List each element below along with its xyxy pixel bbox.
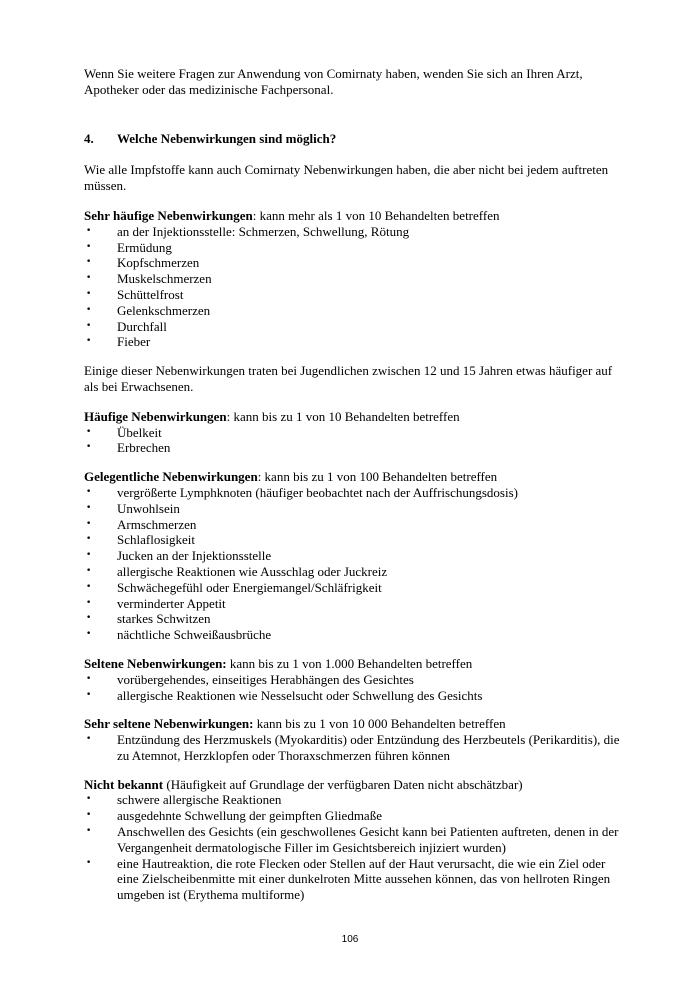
section-heading [84,131,620,147]
section-head [84,208,620,224]
bullet-list [84,792,620,903]
lead-paragraph: Wie alle Impfstoffe kann auch Comirnaty Nebenwirkungen haben, die aber nicht bei jedem auftreten müssen. [84,162,609,194]
list-item [84,611,620,627]
list-item [84,517,620,533]
frequency-label: Nicht bekannt [84,776,164,792]
section-very-rare [84,716,620,763]
list-item [84,824,620,856]
frequency-label: Häufige Nebenwirkungen [84,408,227,424]
list-item-text: Erbrechen [117,440,171,456]
bullet-icon: • [86,273,92,284]
section-unknown [84,777,620,903]
intro-paragraph: Wenn Sie weitere Fragen zur Anwendung von Comirnaty haben, wenden Sie sich an Ihren Arzt, Apotheker oder das medizinische Fachpersonal. [84,66,583,97]
list-item [84,303,620,319]
bullet-icon: • [86,257,92,268]
list-item-text: verminderter Appetit [117,595,226,611]
list-item-text: schwere allergische Reaktionen [117,792,282,808]
bullet-icon: • [86,225,92,236]
frequency-description: : kann mehr als 1 von 10 Behandelten betreffen [252,207,500,223]
frequency-description: kann bis zu 1 von 10 000 Behandelten betreffen [253,716,506,732]
bullet-icon: • [86,597,92,608]
list-item [84,580,620,596]
section-very-common [84,208,620,350]
frequency-description: kann bis zu 1 von 1.000 Behandelten betreffen [226,655,473,671]
section-head [84,656,620,672]
bullet-icon: • [86,241,92,252]
frequency-description: : kann bis zu 1 von 100 Behandelten betreffen [257,469,498,485]
section-uncommon [84,469,620,643]
list-item [84,688,620,704]
list-item-text: allergische Reaktionen wie Ausschlag oder Juckreiz [117,563,388,579]
list-item [84,425,620,441]
list-item [84,627,620,643]
list-item-text: Unwohlsein [117,500,180,516]
list-item-text: allergische Reaktionen wie Nesselsucht oder Schwellung des Gesichts [117,687,483,703]
list-item [84,596,620,612]
bullet-icon: • [86,629,92,640]
bullet-icon: • [86,734,92,745]
list-item [84,224,620,240]
list-item-text: Schwächegefühl oder Energiemangel/Schläfrigkeit [117,579,382,595]
list-item [84,255,620,271]
list-item [84,240,620,256]
list-item-text: Armschmerzen [117,516,197,532]
page-number: 106 [341,934,359,945]
bullet-icon: • [86,426,92,437]
list-item-text: Anschwellen des Gesichts (ein geschwollenes Gesicht kann bei Patienten auftreten, denen in der Vergangenheit dermatologische Filler im Gesichtsbereich injiziert wurden) [117,824,619,855]
list-item-text: Muskelschmerzen [117,271,212,287]
frequency-label: Seltene Nebenwirkungen: [84,655,227,671]
section-number: 4. [84,130,94,146]
bullet-list [84,224,620,350]
bullet-icon: • [86,288,92,299]
frequency-label: Sehr häufige Nebenwirkungen [84,207,253,223]
section-common [84,409,620,456]
list-item-text: Schlaflosigkeit [117,532,195,548]
list-item-text: Gelenkschmerzen [117,302,211,318]
list-item [84,485,620,501]
bullet-icon: • [86,518,92,529]
list-item-text: Kopfschmerzen [117,255,200,271]
section-head [84,716,620,732]
list-item [84,672,620,688]
bullet-icon: • [86,565,92,576]
frequency-label: Sehr seltene Nebenwirkungen: [84,716,254,732]
bullet-icon: • [86,810,92,821]
list-item [84,271,620,287]
list-item [84,808,620,824]
bullet-icon: • [86,550,92,561]
adolescents-note: Einige dieser Nebenwirkungen traten bei Jugendlichen zwischen 12 und 15 Jahren etwas häufiger auf als bei Erwachsenen. [84,363,613,394]
bullet-icon: • [86,613,92,624]
list-item [84,334,620,350]
list-item-text: Ermüdung [117,239,172,255]
bullet-icon: • [86,304,92,315]
bullet-icon: • [86,857,92,868]
frequency-description: : kann bis zu 1 von 10 Behandelten betreffen [226,408,460,424]
list-item [84,440,620,456]
bullet-icon: • [86,581,92,592]
section-title: Welche Nebenwirkungen sind möglich? [117,130,337,146]
bullet-icon: • [86,442,92,453]
list-item [84,548,620,564]
list-item-text: an der Injektionsstelle: Schmerzen, Schwellung, Rötung [117,223,410,239]
list-item [84,287,620,303]
list-item-text: nächtliche Schweißausbrüche [117,627,272,643]
list-item-text: Durchfall [117,318,167,334]
list-item [84,501,620,517]
bullet-icon: • [86,794,92,805]
section-head [84,777,620,793]
bullet-list [84,485,620,643]
list-item-text: Jucken an der Injektionsstelle [117,548,272,564]
list-item [84,564,620,580]
list-item [84,732,620,764]
section-head [84,409,620,425]
bullet-icon: • [86,534,92,545]
bullet-icon: • [86,826,92,837]
bullet-icon: • [86,486,92,497]
list-item-text: vergrößerte Lymphknoten (häufiger beobachtet nach der Auffrischungsdosis) [117,484,518,500]
bullet-icon: • [86,502,92,513]
list-item-text: vorübergehendes, einseitiges Herabhängen des Gesichtes [117,671,414,687]
bullet-list [84,732,620,764]
section-head [84,469,620,485]
list-item [84,319,620,335]
list-item-text: Übelkeit [117,424,162,440]
frequency-description: (Häufigkeit auf Grundlage der verfügbaren Daten nicht abschätzbar) [163,776,523,792]
bullet-icon: • [86,336,92,347]
list-item-text: Fieber [117,334,151,350]
list-item-text: Schüttelfrost [117,286,184,302]
list-item-text: eine Hautreaktion, die rote Flecken oder Stellen auf der Haut verursacht, die wie ein Ziel oder eine Zielscheibenmitte mit einer dunkelroten Mitte aussehen können, das von hellroten Ringen umgeben ist (Erythema multiforme) [117,855,611,903]
bullet-icon: • [86,320,92,331]
list-item-text: ausgedehnte Schwellung der geimpften Gliedmaße [117,808,382,824]
bullet-icon: • [86,689,92,700]
list-item [84,532,620,548]
section-rare [84,656,620,703]
bullet-list [84,672,620,704]
list-item-text: starkes Schwitzen [117,611,211,627]
frequency-label: Gelegentliche Nebenwirkungen [84,469,258,485]
list-item-text: Entzündung des Herzmuskels (Myokarditis) oder Entzündung des Herzbeutels (Perikarditis), die zu Atemnot, Herzklopfen oder Thoraxschmerzen führen können [117,732,620,763]
bullet-icon: • [86,673,92,684]
list-item [84,856,620,903]
list-item [84,792,620,808]
bullet-list [84,425,620,457]
